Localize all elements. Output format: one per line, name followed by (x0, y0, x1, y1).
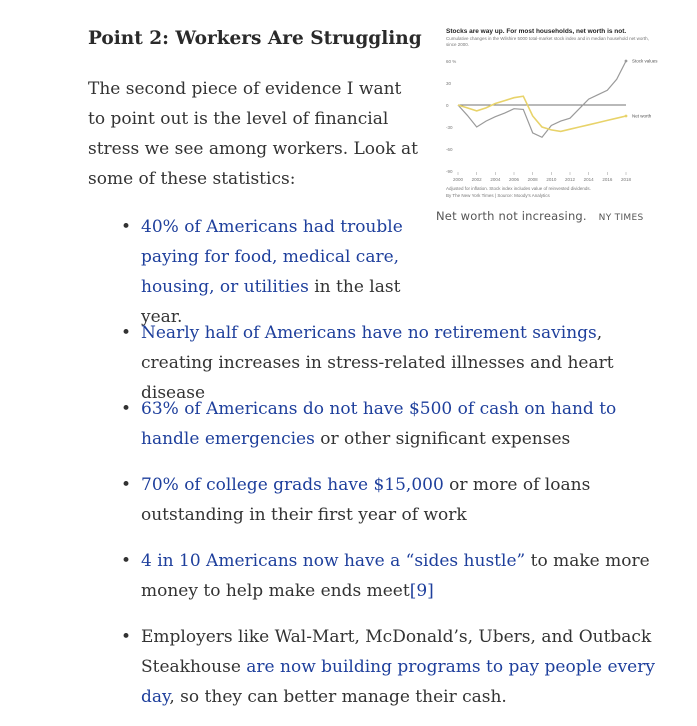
news-figure (436, 28, 666, 223)
x-tick-label: 2006 (508, 177, 520, 182)
x-tick-label: 2014 (583, 177, 594, 182)
stat-text: , so they can better manage their cash. (169, 687, 507, 707)
figure-subtitle: Cumulative changes in the Wilshire 5000 total-market stock index and in median household net worth, since 2000. (446, 36, 649, 47)
x-tick-label: 2004 (490, 177, 501, 182)
stat-text: Employers like Wal-Mart, McDonald’s, Ubers, and Outback Steakhouse (141, 627, 652, 677)
stat-text: or other significant expenses (314, 429, 571, 449)
x-tick-label: 2002 (471, 177, 482, 182)
list-item (141, 546, 671, 606)
y-tick-label: -30 (446, 125, 453, 130)
stat-link[interactable]: Nearly half of Americans have no retirement savings (141, 323, 597, 343)
x-tick-label: 2012 (564, 177, 576, 182)
stat-text: , creating increases in stress-related illnesses and heart disease (141, 323, 614, 403)
figure-notes (446, 185, 666, 199)
caption-credit: NY TIMES (598, 213, 644, 223)
list-item (141, 394, 651, 454)
figure-title: Stocks are way up. For most households, net worth is not. (446, 28, 627, 35)
stat-link[interactable]: 4 in 10 Americans now have a “sides hustle” (141, 551, 526, 571)
figure-source-text: By The New York Times | Source: Moody's Analytics (446, 193, 550, 198)
series-end-point (625, 60, 628, 63)
x-tick-label: 2008 (527, 177, 538, 182)
footnote-link[interactable]: [9] (409, 581, 434, 601)
figure-note-text: Adjusted for inflation. Stock index includes value of reinvested dividends. (446, 186, 591, 191)
section-heading: Point 2: Workers Are Struggling (88, 28, 422, 49)
intro-paragraph: The second piece of evidence I want to point out is the level of financial stress we see among workers. Look at some of these statistics: (88, 79, 418, 189)
x-tick-label: 2000 (452, 177, 464, 182)
stat-link[interactable]: 40% of Americans had trouble paying for food, medical care, housing, or utilities (141, 217, 403, 297)
series-end-point (625, 115, 628, 118)
x-tick-label: 2018 (620, 177, 632, 182)
figure-caption (436, 209, 666, 223)
y-tick-label: 30 (446, 81, 452, 86)
stat-text: to make more money to help make ends meet (141, 551, 650, 601)
stat-link[interactable]: 63% of Americans do not have $500 of cash on hand to handle emergencies (141, 399, 617, 449)
series-line-net-worth (458, 96, 626, 131)
chart-svg (436, 53, 666, 183)
stat-link[interactable]: 70% of college grads have $15,000 (141, 475, 444, 495)
y-tick-label: -60 (446, 147, 453, 152)
x-tick-label: 2016 (602, 177, 613, 182)
series-label: Stock values (632, 58, 658, 64)
list-item (141, 212, 431, 332)
y-tick-label: -90 (446, 169, 453, 174)
stat-text: in the last year. (141, 277, 401, 327)
caption-text: Net worth not increasing. (436, 209, 587, 223)
stat-text: or more of loans outstanding in their first year of work (141, 475, 591, 525)
series-label: Net worth (632, 113, 652, 119)
y-tick-label: 60 % (446, 59, 457, 64)
x-tick-label: 2010 (546, 177, 557, 182)
stat-link[interactable]: are now building programs to pay people every day (141, 657, 655, 707)
list-item (141, 470, 661, 530)
y-tick-label: 0 (446, 103, 449, 108)
list-item (141, 622, 676, 712)
